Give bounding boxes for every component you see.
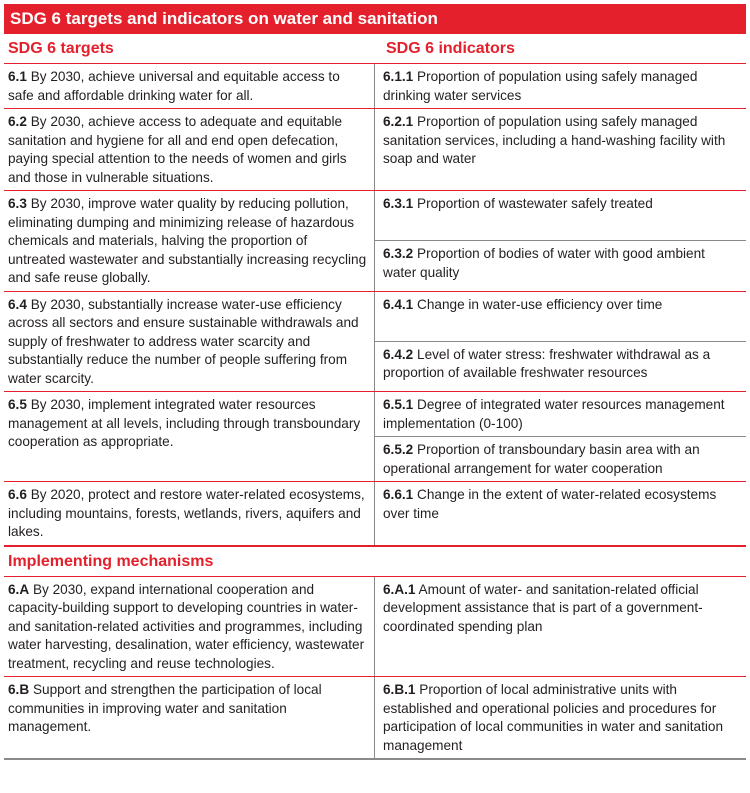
target-text: Support and strengthen the participation of local communities in improving water and sanitation management.: [8, 682, 322, 734]
indicator-code: 6.4.1: [383, 296, 414, 312]
table-row: [4, 677, 746, 760]
targets-header: SDG 6 targets: [8, 40, 114, 57]
target-text: By 2020, protect and restore water-related ecosystems, including mountains, forests, wetlands, rivers, aquifers and lakes.: [8, 487, 365, 539]
indicator-column: [374, 482, 746, 545]
target-cell: [4, 677, 374, 758]
target-code: 6.B: [8, 682, 30, 697]
table-row: [4, 392, 746, 482]
target-text: By 2030, achieve access to adequate and equitable sanitation and hygiene for all and end open defecation, paying special attention to the needs of women and girls and those in vulnerable situations.: [8, 114, 347, 185]
mechanisms-header: Implementing mechanisms: [8, 552, 214, 570]
indicator-column: [374, 191, 746, 291]
indicator-cell: [375, 64, 746, 108]
table-row: [4, 577, 746, 678]
indicator-cell: [375, 482, 746, 545]
indicator-cell: [375, 436, 746, 481]
indicator-code: 6.6.1: [383, 487, 414, 502]
indicator-code: 6.4.2: [383, 346, 414, 362]
indicator-code: 6.B.1: [383, 682, 416, 697]
indicator-code: 6.5.1: [383, 397, 414, 412]
table-row: [4, 292, 746, 393]
target-code: 6.6: [8, 487, 27, 502]
indicator-cell: [375, 191, 746, 240]
table-row: [4, 191, 746, 292]
target-cell: [4, 577, 374, 677]
targets-body: [4, 64, 746, 546]
indicator-code: 6.2.1: [383, 114, 414, 129]
mechanisms-body: [4, 577, 746, 761]
indicator-text: Proportion of transboundary basin area with an operational arrangement for water cooperation: [383, 442, 700, 476]
target-cell: [4, 191, 374, 291]
target-text: By 2030, expand international cooperation and capacity-building support to developing countries in water- and sanitation-related activities and programmes, including water harvesting, desalination, water efficiency, wastewater treatment, recycling and reuse technologies.: [8, 581, 365, 671]
indicator-column: [374, 677, 746, 758]
indicator-code: 6.1.1: [383, 69, 414, 84]
target-text: By 2030, achieve universal and equitable access to safe and affordable drinking water for all.: [8, 69, 340, 103]
indicator-cell: [375, 677, 746, 758]
target-cell: [4, 109, 374, 190]
indicators-header: SDG 6 indicators: [386, 40, 515, 57]
indicator-cell: [375, 109, 746, 190]
column-headers: [4, 34, 746, 64]
indicator-text: Proportion of population using safely managed drinking water services: [383, 69, 698, 103]
indicator-cell: [375, 240, 746, 290]
target-text: By 2030, implement integrated water resources management at all levels, including through transboundary cooperation as appropriate.: [8, 397, 361, 449]
indicator-text: Amount of water- and sanitation-related official development assistance that is part of a government-coordinated spending plan: [383, 581, 703, 634]
target-code: 6.3: [8, 196, 27, 211]
indicator-column: [374, 392, 746, 481]
target-cell: [4, 482, 374, 545]
indicator-code: 6.3.1: [383, 196, 414, 211]
indicator-column: [374, 292, 746, 392]
target-text: By 2030, substantially increase water-use efficiency across all sectors and ensure sustainable withdrawals and supply of freshwater to address water scarcity and substantially reduce the number of people suffering from water scarcity.: [8, 296, 359, 386]
table-title: SDG 6 targets and indicators on water and sanitation: [4, 4, 746, 34]
indicator-text: Proportion of wastewater safely treated: [417, 196, 653, 211]
indicator-cell: [375, 292, 746, 341]
indicator-text: Change in water-use efficiency over time: [417, 296, 663, 312]
indicator-cell: [375, 392, 746, 436]
indicator-text: Change in the extent of water-related ecosystems over time: [383, 487, 717, 521]
indicator-text: Level of water stress: freshwater withdrawal as a proportion of available freshwater resources: [383, 346, 711, 381]
target-text: By 2030, improve water quality by reducing pollution, eliminating dumping and minimizing release of hazardous chemicals and materials, halving the proportion of untreated wastewater and substantially increasing recycling and safe reuse globally.: [8, 196, 367, 285]
indicator-code: 6.3.2: [383, 246, 414, 262]
target-code: 6.4: [8, 296, 27, 312]
target-code: 6.1: [8, 69, 27, 84]
indicator-text: Degree of integrated water resources management implementation (0-100): [383, 397, 725, 431]
target-cell: [4, 392, 374, 481]
target-code: 6.2: [8, 114, 27, 129]
indicator-text: Proportion of local administrative units with established and operational policies and procedures for participation of local communities in water and sanitation management: [383, 682, 724, 753]
indicator-code: 6.A.1: [383, 581, 416, 597]
table-row: [4, 482, 746, 546]
target-code: 6.A: [8, 581, 30, 597]
target-cell: [4, 64, 374, 108]
indicator-cell: [375, 577, 746, 677]
indicator-code: 6.5.2: [383, 442, 414, 457]
table-row: [4, 64, 746, 109]
sdg6-table: [4, 4, 746, 760]
table-row: [4, 109, 746, 191]
indicator-column: [374, 64, 746, 108]
indicator-column: [374, 109, 746, 190]
indicator-cell: [375, 341, 746, 391]
indicator-column: [374, 577, 746, 677]
target-code: 6.5: [8, 397, 27, 412]
indicator-text: Proportion of bodies of water with good ambient water quality: [383, 246, 705, 280]
mechanisms-header-band: [4, 546, 746, 577]
indicator-text: Proportion of population using safely managed sanitation services, including a hand-washing facility with soap and water: [383, 114, 726, 166]
target-cell: [4, 292, 374, 392]
